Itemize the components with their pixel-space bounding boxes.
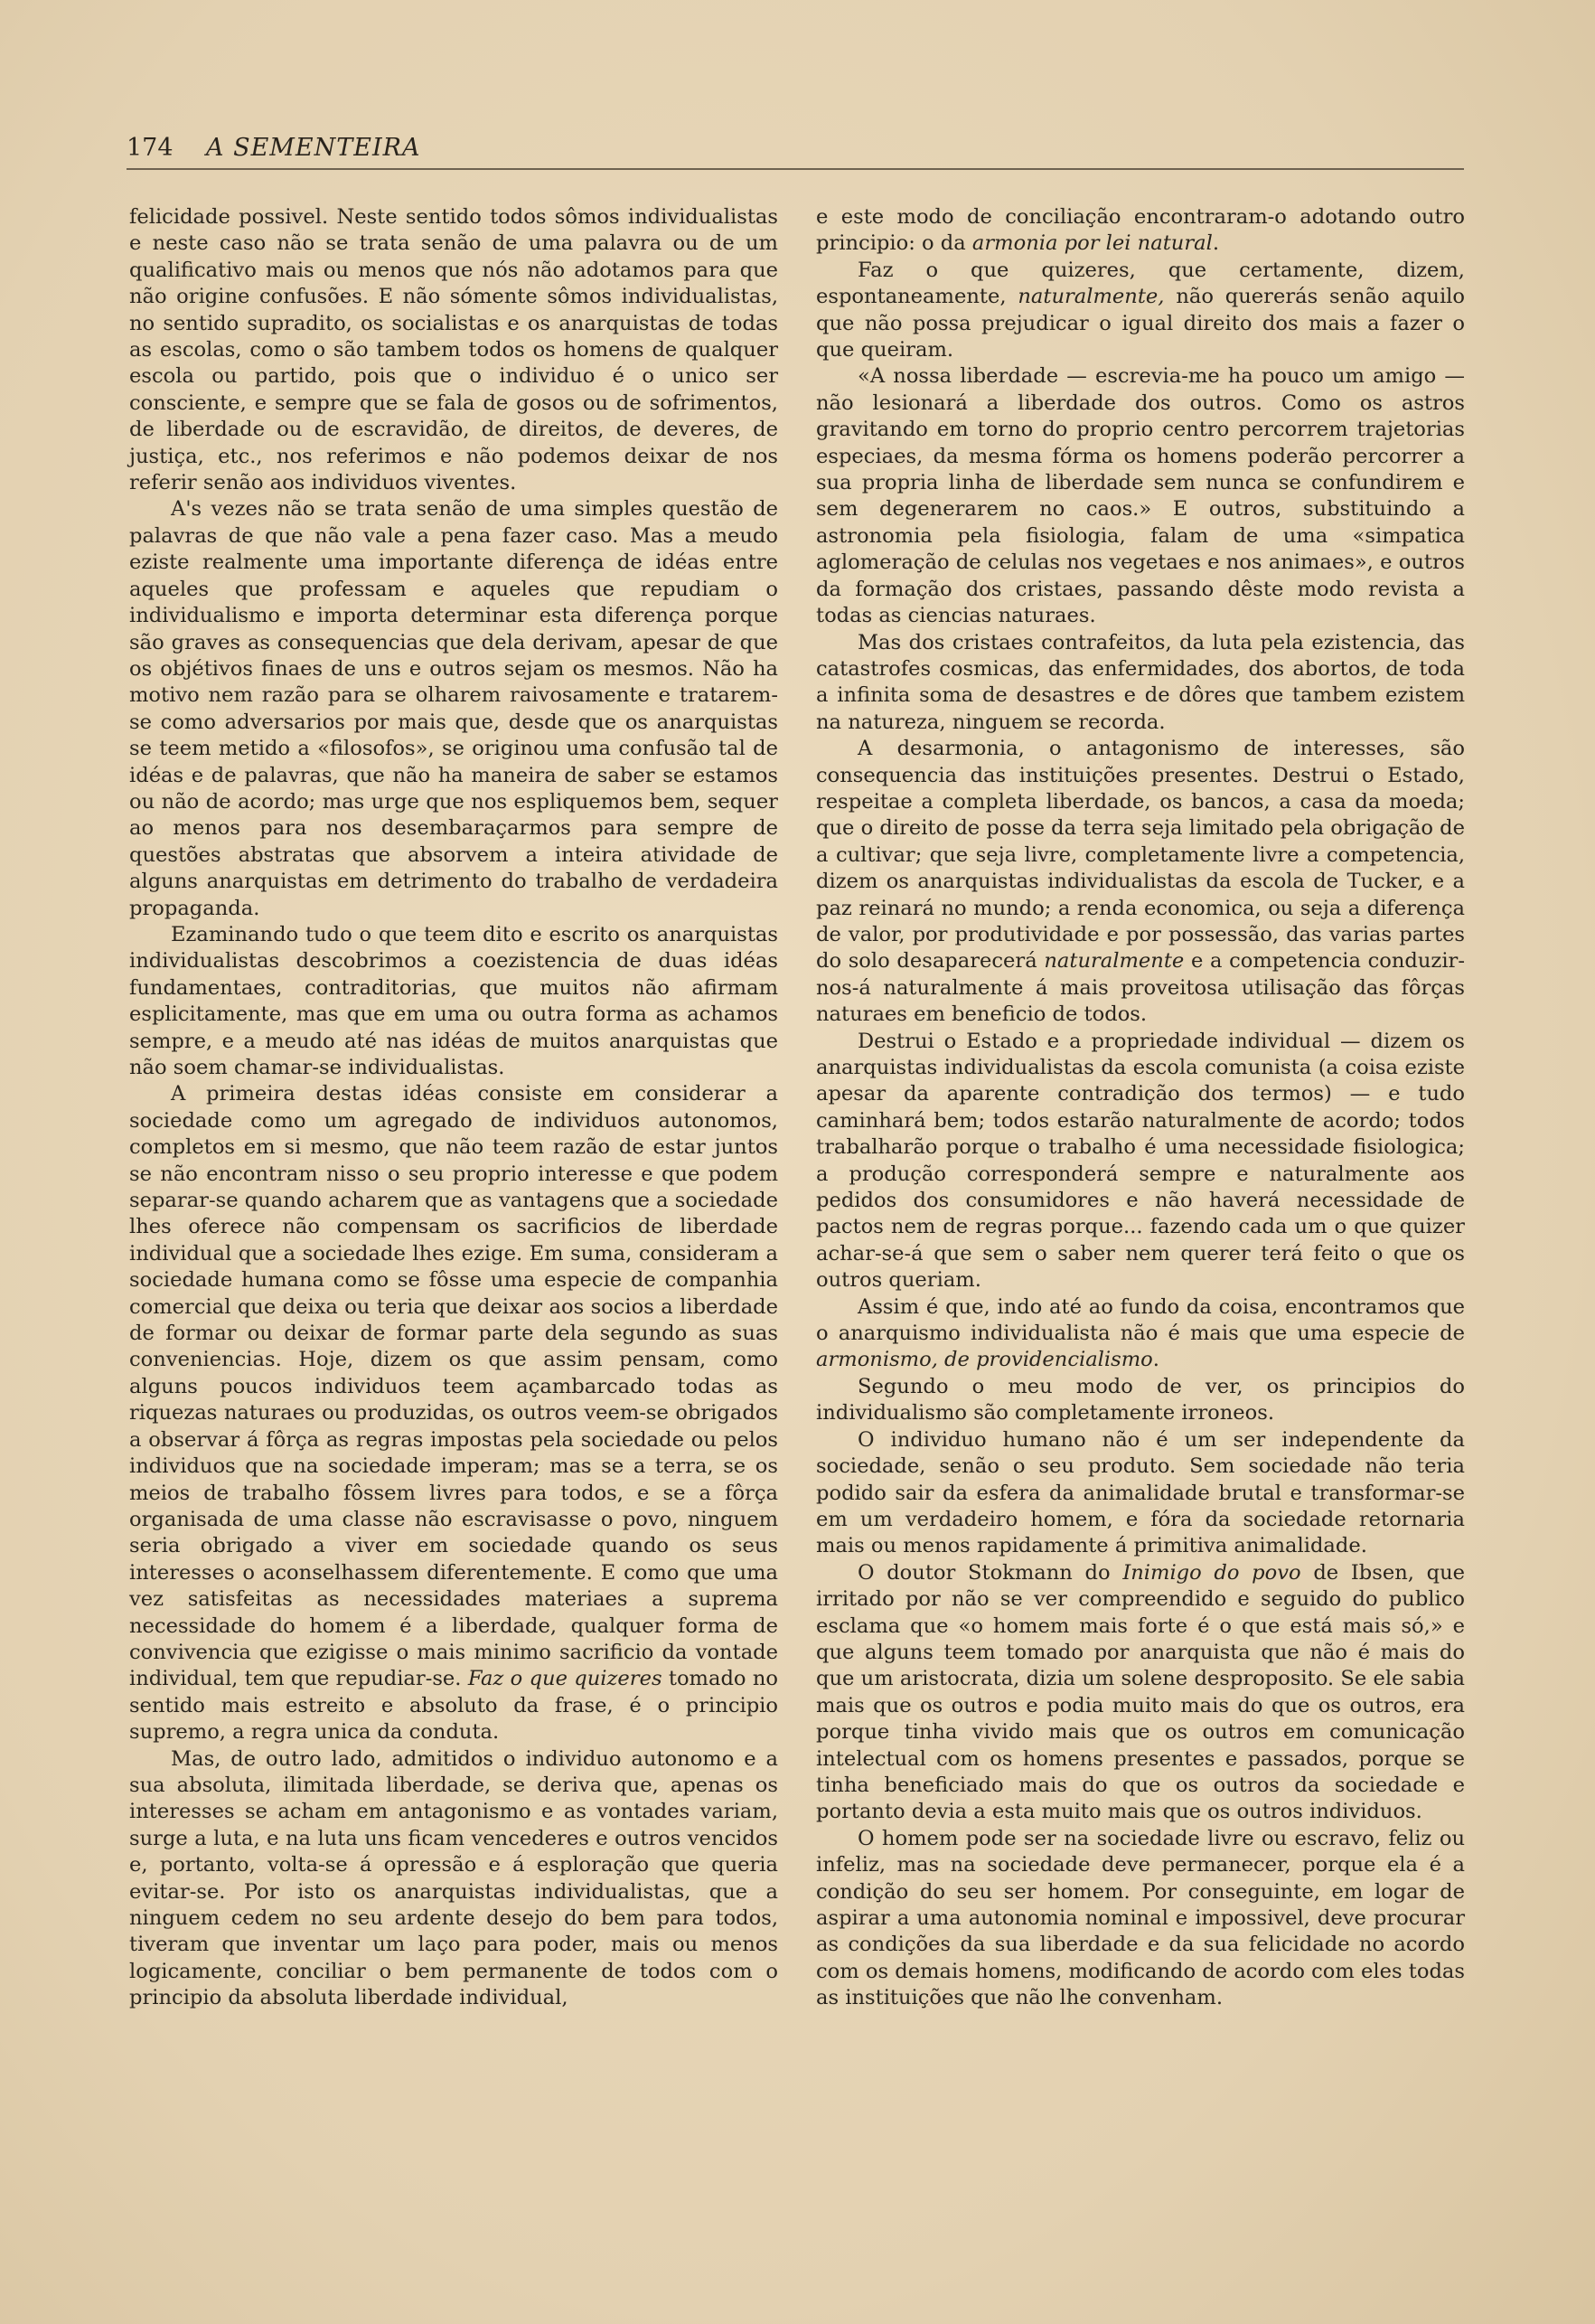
paragraph [816,204,1465,258]
italic-phrase: naturalmente [1044,949,1185,974]
paragraph [129,204,778,496]
paragraph [816,1427,1465,1560]
paragraph [816,736,1465,1028]
paragraph [816,630,1465,737]
left-column [129,204,778,2012]
paragraph [816,1374,1465,1427]
paragraph [129,1746,778,2012]
page-header [127,134,1464,170]
paragraph-text-continued: de Ibsen, que irritado por não se ver compreendido e seguido do publico esclama que «o homem mais forte é o que está mais só,» e que alguns teem tomado por anarquista que não é mais do que um aristocrata, dizia um solene desproposito. Se ele sabia mais que os outros e podia muito mais do que os outros, era porque tinha vivido mais que os outros em comunicação intelectual com os homens presentes e passados, porque se tinha beneficiado mais do que os outros da sociedade e portanto devia a esta muito mais que os outros individuos. [816,1560,1466,1824]
paragraph-text: A desarmonia, o antagonismo de interesses, são consequencia das instituições presentes. Destrui o Estado, respeitae a completa liberdade, os bancos, a casa da moeda; que o direito de posse da terra seja limitado pela obrigação de a cultivar; que seja livre, completamente livre a competencia, dizem os anarquistas individualistas da escola de Tucker, e a paz reinará no mundo; a renda economica, ou seja a diferença de valor, por produtividade e por possessão, das varias partes do solo desaparecerá [816,737,1465,974]
paragraph-text-continued: . [1212,231,1220,256]
paragraph-text: A primeira destas idéas consiste em considerar a sociedade como um agregado de individuos autonomos, completos em si mesmo, que não teem razão de estar juntos se não encontram nisso o seu proprio interesse e que podem separar-se quando acharem que as vantagens que a sociedade lhes oferece não compensam os sacrificios de liberdade individual que a sociedade lhes ezige. Em suma, consideram a sociedade humana como se fôsse uma especie de companhia comercial que deixa ou teria que deixar aos socios a liberdade de formar ou deixar de formar parte dela segundo as suas conveniencias. Hoje, dizem os que assim pensam, como alguns poucos individuos teem açambarcado todas as riquezas naturaes ou produzidas, os outros veem-se obrigados a observar á fôrça as regras impostas pela sociedade ou pelos individuos que na sociedade imperam; mas se a terra, se os meios de trabalho fôssem livres para todos, e se a fôrça organisada de uma classe não escravisasse o povo, ninguem seria obrigado a viver em sociedade quando os seus interesses o aconselhassem diferentemente. E como que uma vez satisfeitas as necessidades materiaes a suprema necessidade do homem é a liberdade, qualquer forma de convivencia que ezigisse o mais minimo sacrificio da vontade individual, tem que repudiar-se. [129,1082,778,1691]
paragraph-text: Faz o que quizeres, que certamente, dizem, espontaneamente, [816,258,1465,309]
italic-phrase: Inimigo do povo [1122,1560,1301,1585]
paragraph-text: Segundo o meu modo de ver, os principios do individualismo são completamente irroneos. [816,1374,1465,1425]
italic-phrase: naturalmente, [1018,285,1165,309]
paragraph-text: felicidade possivel. Neste sentido todos sômos individualistas e neste caso não se trata senão de uma palavra ou de um qualificativo mais ou menos que nós não adotamos para que não origine confusões. E não sómente sômos individualistas, no sentido supradito, os socialistas e os anarquistas de todas as escolas, como o são tambem todos os homens de qualquer escola ou partido, pois que o individuo é o unico ser consciente, e sempre que se fala de gosos ou de sofrimentos, de liberdade ou de escravidão, de direitos, de deveres, de justiça, etc., nos referimos e não podemos deixar de nos referir senão aos individuos viventes. [129,205,778,495]
paragraph [129,922,778,1081]
right-column [816,204,1465,2012]
paragraph-text: Mas, de outro lado, admitidos o individuo autonomo e a sua absoluta, ilimitada liberdade, se deriva que, apenas os interesses se acham em antagonismo e as vontades variam, surge a luta, e na luta uns ficam vencederes e outros vencidos e, portanto, volta-se á opressão e á esploração que queria evitar-se. Por isto os anarquistas individualistas, que a ninguem cedem no seu ardente desejo do bem para todos, tiveram que inventar um laço para poder, mais ou menos logicamente, conciliar o bem permanente de todos com o principio da absoluta liberdade individual, [129,1746,778,2010]
paragraph-text-continued: não quererás senão aquilo que não possa prejudicar o igual direito dos mais a fazer o que queiram. [816,285,1465,362]
italic-phrase: Faz o que quizeres [467,1667,662,1691]
paragraph-text-continued: tomado no sentido mais estreito e absoluto da frase, é o principio supremo, a regra unica da conduta. [129,1667,778,1745]
paragraph [816,1826,1465,2012]
paragraph [816,1029,1465,1294]
paragraph-text: Assim é que, indo até ao fundo da coisa, encontramos que o anarquismo individualista não é mais que uma especie de [816,1294,1465,1346]
paragraph-text: O homem pode ser na sociedade livre ou escravo, feliz ou infeliz, mas na sociedade deve permanecer, porque ela é a condição do seu ser homem. Por conseguinte, em logar de aspirar a uma autonomia nominal e impossivel, deve procurar as condições da sua liberdade e da sua felicidade no acordo com os demais homens, modificando de acordo com eles todas as instituições que não lhe convenham. [816,1826,1465,2010]
paragraph [129,1081,778,1745]
paragraph-text: e este modo de conciliação encontraram-o adotando outro principio: o da [816,205,1465,256]
header-rule [127,168,1464,170]
paragraph-text: Destrui o Estado e a propriedade individual — dizem os anarquistas individualistas da escola comunista (a coisa eziste apesar da aparente contradição dos termos) — e tudo caminhará bem; todos estarão naturalmente de acordo; todos trabalharão porque o trabalho é uma necessidade fisiologica; a produção corresponderá sempre e naturalmente aos pedidos dos consumidores e não haverá necessidade de pactos nem de regras porque... fazendo cada um o que quizer achar-se-á que sem o saber nem querer terá feito o que os outros queriam. [816,1029,1465,1293]
paragraph-text-continued: e a competencia conduzir-nos-á naturalmente á mais proveitosa utilisação das fôrças naturaes em beneficio de todos. [816,949,1465,1027]
paragraph-text: A's vezes não se trata senão de uma simples questão de palavras de que não vale a pena fazer caso. Mas a meudo eziste realmente uma importante diferença de idéas entre aqueles que professam e aqueles que repudiam o individualismo e importa determinar esta diferença porque são graves as consequencias que dela derivam, apesar de que os objétivos finaes de uns e outros sejam os mesmos. Não ha motivo nem razão para se olharem raivosamente e tratarem-se como adversarios por mais que, desde que os anarquistas se teem metido a «filosofos», se originou uma confusão tal de idéas e de palavras, que não ha maneira de saber se estamos ou não de acordo; mas urge que nos espliquemos bem, sequer ao menos para nos desembaraçarmos para sempre de questões abstratas que absorvem a inteira atividade de alguns anarquistas em detrimento do trabalho de verdadeira propaganda. [129,497,778,920]
italic-phrase: armonia por lei natural [971,231,1213,256]
paragraph-text: «A nossa liberdade — escrevia-me ha pouco um amigo — não lesionará a liberdade dos outros. Como os astros gravitando em torno do proprio centro percorrem trajetorias especiaes, da mesma fórma os homens poderão percorrer a sua propria linha de liberdade sem nunca se confundirem e sem degenerarem no caos.» E outros, substituindo a astronomia pela fisiologia, falam de uma «simpatica aglomeração de celulas nos vegetaes e nos animaes», e outros da formação dos cristaes, passando dêste modo revista a todas as ciencias naturaes. [816,364,1465,628]
paragraph-text: Mas dos cristaes contrafeitos, da luta pela ezistencia, das catastrofes cosmicas, das enfermidades, dos abortos, de toda a infinita soma de desastres e de dôres que tambem ezistem na natureza, ninguem se recorda. [816,630,1465,734]
italic-phrase: armonismo, de providencialismo [816,1348,1153,1372]
paragraph [816,363,1465,629]
paragraph-text: Ezaminando tudo o que teem dito e escrito os anarquistas individualistas descobrimos a coezistencia de duas idéas fundamentaes, contraditorias, que muitos não afirmam esplicitamente, mas que em uma ou outra forma as achamos sempre, e a meudo até nas idéas de muitos anarquistas que não soem chamar-se individualistas. [129,922,778,1079]
paragraph [816,1294,1465,1374]
journal-title: A SEMENTEIRA [206,134,421,162]
paragraph [816,1560,1465,1826]
paragraph-text-continued: . [1152,1348,1159,1372]
page-number: 174 [127,134,174,162]
paragraph-text: O individuo humano não é um ser independente da sociedade, senão o seu produto. Sem sociedade não teria podido sair da esfera da animalidade brutal e transformar-se em um verdadeiro homem, e fóra da sociedade retornaria mais ou menos rapidamente á primitiva animalidade. [816,1427,1465,1558]
paragraph [129,496,778,922]
paragraph-text: O doutor Stokmann do [858,1560,1123,1585]
paragraph [816,258,1465,364]
